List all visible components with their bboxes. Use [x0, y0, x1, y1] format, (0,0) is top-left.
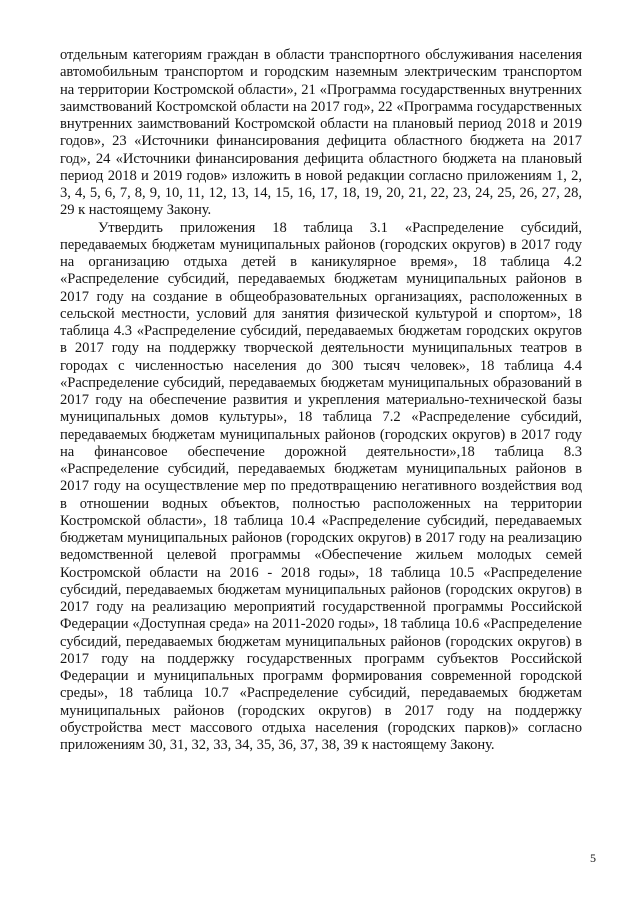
body-paragraph-approve-appendices: Утвердить приложения 18 таблица 3.1 «Распределение субсидий, передаваемых бюджетам муниципальных районов (городских округов) в 2017 году на организацию отдыха детей в каникулярное время», 18 таблица 4.2 «Распределение субсидий, передаваемых бюджетам муниципальных районов в 2017 году на создание в общеобразовательных организациях, расположенных в сельской местности, условий для занятия физической культурой и спортом», 18 таблица 4.3 «Распределение субсидий, передаваемых бюджетам городских округов в 2017 году на поддержку творческой деятельности муниципальных театров в городах с численностью населения до 300 тысяч человек», 18 таблица 4.4 «Распределение субсидий, передаваемых бюджетам муниципальных образований в 2017 году на обеспечение развития и укрепления материально-технической базы муниципальных домов культуры», 18 таблица 7.2 «Распределение субсидий, передаваемых бюджетам муниципальных районов (городских округов) в 2017 году на финансовое обеспечение дорожной деятельности»,18 таблица 8.3 «Распределение субсидий, передаваемых бюджетам муниципальных районов в 2017 году на осуществление мер по предотвращению негативного воздействия вод в отношении водных объектов, полностью расположенных на территории Костромской области», 18 таблица 10.4 «Распределение субсидий, передаваемых бюджетам муниципальных районов (городских округов) в 2017 году на реализацию ведомственной целевой программы «Обеспечение жильем молодых семей Костромской области на 2016 - 2018 годы», 18 таблица 10.5 «Распределение субсидий, передаваемых бюджетам муниципальных районов (городских округов) в 2017 году на реализацию мероприятий государственной программы Российской Федерации «Доступная среда» на 2011-2020 годы», 18 таблица 10.6 «Распределение субсидий, передаваемых бюджетам муниципальных районов (городских округов) в 2017 году на поддержку государственных программ субъектов Российской Федерации и муниципальных программ формирования современной городской среды», 18 таблица 10.7 «Распределение субсидий, передаваемых бюджетам муниципальных районов (городских округов) в 2017 году на поддержку обустройства мест массового отдыха населения (городских парков)» согласно приложениям 30, 31, 32, 33, 34, 35, 36, 37, 38, 39 к настоящему Закону. [60, 219, 582, 753]
body-paragraph-continued: отдельным категориям граждан в области транспортного обслуживания населения автомобильным транспортом и городским наземным электрическим транспортом на территории Костромской области», 21 «Программа государственных внутренних заимствований Костромской области на 2017 год», 22 «Программа государственных внутренних заимствований Костромской области на плановый период 2018 и 2019 годов», 23 «Источники финансирования дефицита областного бюджета на 2017 год», 24 «Источники финансирования дефицита областного бюджета на плановый период 2018 и 2019 годов» изложить в новой редакции согласно приложениям 1, 2, 3, 4, 5, 6, 7, 8, 9, 10, 11, 12, 13, 14, 15, 16, 17, 18, 19, 20, 21, 22, 23, 24, 25, 26, 27, 28, 29 к настоящему Закону. [60, 47, 582, 219]
document-body [60, 47, 582, 754]
page-number: 5 [590, 851, 596, 865]
